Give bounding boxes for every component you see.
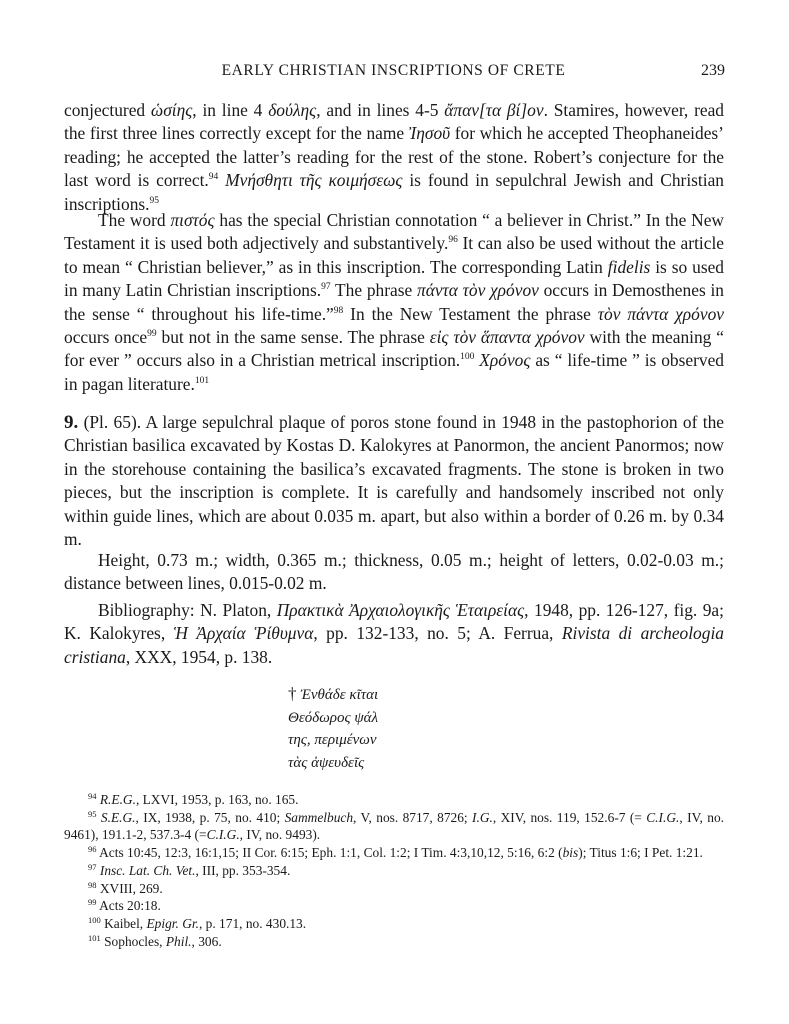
- paragraph-conjecture: conjectured ὡσίης, in line 4 δούλης, and in lines 4-5 ἄπαν[τα βί]ον. Stamires, however, read the first three lines correctly except for the name Ἰησοῦ for which he accepted Theophaneides’ reading; he accepted the latter’s reading for the rest of the stone. Robert’s conjecture for the last word is correct.$^{94}$ Μνήσθητι τῆς κοιμήσεως is found in sepulchral Jewish and Christian inscriptions.$^{95}$: [64, 100, 724, 214]
- footnote-100: $^{100}$ Kaibel, Epigr. Gr., p. 171, no. 430.13.: [88, 914, 307, 931]
- page-header: [62, 62, 725, 86]
- inscription-line: Θεόδωρος ψάλ: [288, 709, 379, 726]
- footnote-ref-99[interactable]: 99: [147, 329, 157, 340]
- footnote-ref-101[interactable]: 101: [194, 375, 210, 386]
- greek-term: Ἰησοῦ: [408, 123, 451, 144]
- inscription-line: της, περιμένων: [288, 732, 377, 748]
- footnote-ref-94[interactable]: 94: [208, 172, 219, 183]
- footnote-ref-100[interactable]: 100: [460, 352, 475, 363]
- footnote-ref-95[interactable]: 95: [149, 195, 160, 206]
- entry-number: 9.: [64, 412, 79, 433]
- greek-term: πιστός: [170, 210, 215, 230]
- footnote-97: $^{97}$ Insc. Lat. Ch. Vet., III, pp. 353-354.: [88, 861, 291, 878]
- greek-term: Μνήσθητι τῆς κοιμήσεως: [225, 170, 403, 191]
- entry-9-bibliography: Bibliography: N. Platon, Πρακτικὰ Ἀρχαιολογικῆς Ἑταιρείας, 1948, pp. 126-127, fig. 9a; K. Kalokyres, Ἡ Ἀρχαία Ῥίθυμνα, pp. 132-133, no. 5; A. Ferrua, Rivista di archeologia cristiana, XXX, 1954, p. 138.: [64, 600, 724, 667]
- greek-term: πάντα τὸν χρόνον: [416, 280, 539, 301]
- cross-symbol: †: [288, 684, 297, 703]
- latin-term: fidelis: [607, 256, 651, 277]
- paragraph-pistos: The word πιστός has the special Christian connotation “ a believer in Christ.” In the New Testament it is used both adjectively and substantively.$^{96}$ It can also be used without the article to mean “ Christian believer,” as in this inscription. The corresponding Latin fidelis is so used in many Latin Christian inscriptions.$^{97}$ The phrase πάντα τὸν χρόνον occurs in Demosthenes in the sense “ throughout his life-time.”$^{98}$ In the New Testament the phrase τὸν πάντα χρόνον occurs once$^{99}$ but not in the same sense. The phrase εἰς τὸν ἅπαντα χρόνον with the meaning “ for ever ” occurs also in a Christian metrical inscription.$^{100}$ Χρόνος as “ life-time ” is observed in pagan literature.$^{101}$: [64, 210, 724, 394]
- greek-term: εἰς τὸν ἅπαντα χρόνον: [429, 327, 585, 348]
- footnote-101: $^{101}$ Sophocles, Phil., 306.: [88, 932, 222, 949]
- footnotes: [64, 791, 724, 950]
- footnote-ref-97[interactable]: 97: [321, 282, 331, 293]
- greek-inscription: [288, 683, 378, 774]
- entry-9-description: 9. (Pl. 65). A large sepulchral plaque of poros stone found in 1948 in the pastophorion of the Christian basilica excavated by Kostas D. Kalokyres at Panormon, the ancient Panormos; now in the storehouse containing the basilica’s excavated fragments. The stone is broken in two pieces, but the inscription is complete. It is carefully and handsomely inscribed not only within guide lines, which are about 0.035 m. apart, but also within a border of 0.26 m. by 0.34 m.: [64, 412, 724, 550]
- page-number: 239: [701, 62, 725, 79]
- greek-term: τὸν πάντα χρόνον: [597, 303, 724, 324]
- footnote-98: $^{98}$ XVIII, 269.: [88, 879, 163, 896]
- footnote-99: $^{99}$ Acts 20:18.: [88, 897, 161, 914]
- greek-term: ἄπαν[τα βί]ον: [444, 100, 544, 120]
- greek-term: δούλης: [268, 100, 317, 120]
- inscription-line: † Ἐνθάδε κῖται: [288, 684, 379, 703]
- footnote-ref-96[interactable]: 96: [448, 235, 458, 246]
- inscription-line: τὰς ἀψευδεῖς: [288, 754, 365, 771]
- entry-9-dimensions: Height, 0.73 m.; width, 0.365 m.; thickness, 0.05 m.; height of letters, 0.02-0.03 m.; distance between lines, 0.015-0.02 m.: [64, 550, 724, 594]
- running-title: EARLY CHRISTIAN INSCRIPTIONS OF CRETE: [221, 62, 566, 79]
- footnote-ref-98[interactable]: 98: [333, 305, 344, 316]
- greek-term: Χρόνος: [479, 350, 531, 371]
- greek-title: Ἡ Ἀρχαία Ῥίθυμνα: [173, 623, 314, 644]
- journal-title: Rivista di archeologia cristiana: [64, 623, 724, 667]
- footnote-95: $^{95}$ S.E.G., IX, 1938, p. 75, no. 410; Sammelbuch, V, nos. 8717, 8726; I.G., XIV, nos. 119, 152.6-7 (= C.I.G., IV, no. 9461), 191.1-2, 537.3-4 (=C.I.G., IV, no. 9493).: [64, 808, 725, 843]
- greek-term: ὡσίης: [150, 100, 193, 120]
- footnote-96: $^{96}$ Acts 10:45, 12:3, 16:1,15; II Cor. 6:15; Eph. 1:1, Col. 1:2; I Tim. 4:3,10,12, 5:16, 6:2 (bis); Titus 1:6; I Pet. 1:21.: [88, 844, 703, 861]
- footnote-94: $^{94}$ R.E.G., LXVI, 1953, p. 163, no. 165.: [88, 791, 299, 807]
- greek-title: Πρακτικὰ Ἀρχαιολογικῆς Ἑταιρείας: [276, 600, 525, 620]
